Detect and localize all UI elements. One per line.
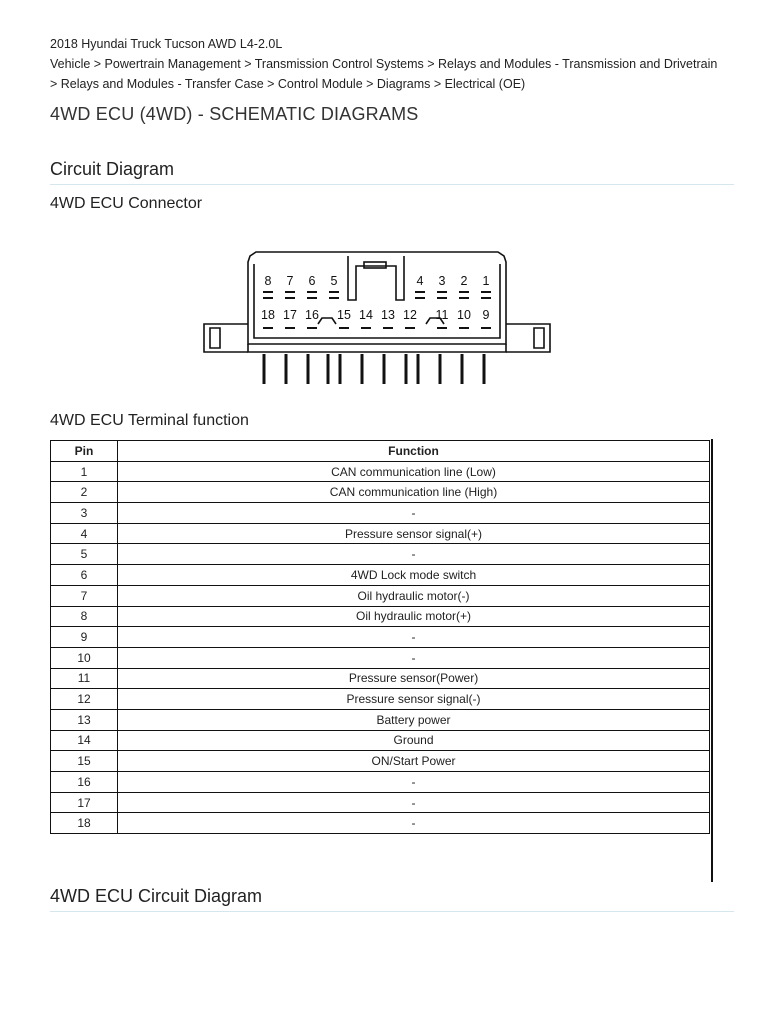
pin-cell: 2 [51,482,118,503]
pin-cell: 15 [51,751,118,772]
function-cell: Pressure sensor signal(-) [118,689,710,710]
function-cell: - [118,503,710,524]
terminal-function-title: 4WD ECU Terminal function [50,412,249,429]
pin-cell: 6 [51,565,118,586]
pin-label: 11 [435,308,449,322]
table-row [51,544,710,565]
table-row [51,751,710,772]
table-row [51,627,710,648]
pin-cell: 11 [51,668,118,689]
function-cell: - [118,792,710,813]
pin-cell: 4 [51,523,118,544]
pin-label: 17 [283,308,297,322]
table-row [51,565,710,586]
table-row [51,647,710,668]
function-cell: Pressure sensor signal(+) [118,523,710,544]
table-row [51,523,710,544]
pin-label: 7 [286,274,294,288]
pin-label: 8 [264,274,272,288]
table-row [51,606,710,627]
connector-drawing [198,244,558,424]
column-header-pin: Pin [51,441,118,462]
document-page [50,34,734,906]
vehicle-name: 2018 Hyundai Truck Tucson AWD L4-2.0L [50,37,283,51]
table-edge-line [711,439,713,882]
pin-cell: 16 [51,772,118,793]
pin-cell: 17 [51,792,118,813]
pin-label: 3 [438,274,446,288]
function-cell: Oil hydraulic motor(-) [118,585,710,606]
function-cell: Ground [118,730,710,751]
pin-label: 2 [460,274,468,288]
pin-label: 14 [359,308,373,322]
connector-title: 4WD ECU Connector [50,195,203,212]
function-cell: ON/Start Power [118,751,710,772]
pin-cell: 12 [51,689,118,710]
table-header-row [51,441,710,462]
pin-label: 12 [403,308,417,322]
pin-cell: 13 [51,709,118,730]
table-row [51,585,710,606]
function-cell: Battery power [118,709,710,730]
function-cell: - [118,813,710,834]
function-cell: CAN communication line (High) [118,482,710,503]
section-title-circuit-diagram: Circuit Diagram [50,159,734,185]
terminal-function-table [50,440,710,834]
table-row [51,813,710,834]
function-cell: - [118,627,710,648]
pin-label: 5 [330,274,338,288]
table-row [51,461,710,482]
pin-label: 1 [482,274,490,288]
pin-label: 4 [416,274,424,288]
table-row [51,709,710,730]
breadcrumb: Vehicle > Powertrain Management > Transmission Control Systems > Relays and Modules - Transmission and Drivetrain > Relays and Modules - Transfer Case > Control Module > Diagrams > Electrical (OE) [50,57,718,91]
pin-cell: 18 [51,813,118,834]
table-row [51,503,710,524]
pin-label: 18 [261,308,275,322]
pin-label: 15 [337,308,351,322]
pin-cell: 9 [51,627,118,648]
pin-label: 10 [457,308,471,322]
function-cell: - [118,544,710,565]
pin-cell: 8 [51,606,118,627]
column-header-function: Function [118,441,710,462]
pin-label: 13 [381,308,395,322]
function-cell: 4WD Lock mode switch [118,565,710,586]
function-cell: Pressure sensor(Power) [118,668,710,689]
table-row [51,772,710,793]
function-cell: - [118,772,710,793]
function-cell: Oil hydraulic motor(+) [118,606,710,627]
pin-cell: 14 [51,730,118,751]
connector-diagram [198,244,558,424]
table-row [51,668,710,689]
page-title: 4WD ECU (4WD) - SCHEMATIC DIAGRAMS [50,104,419,124]
pin-cell: 3 [51,503,118,524]
pin-cell: 5 [51,544,118,565]
pin-cell: 1 [51,461,118,482]
pin-label: 16 [305,308,319,322]
table-row [51,482,710,503]
pin-cell: 7 [51,585,118,606]
pin-cell: 10 [51,647,118,668]
table-row [51,792,710,813]
section-title-ecu-circuit-diagram: 4WD ECU Circuit Diagram [50,886,734,912]
function-cell: - [118,647,710,668]
table-row [51,730,710,751]
function-cell: CAN communication line (Low) [118,461,710,482]
pin-label: 9 [482,308,490,322]
table-row [51,689,710,710]
pin-label: 6 [308,274,316,288]
